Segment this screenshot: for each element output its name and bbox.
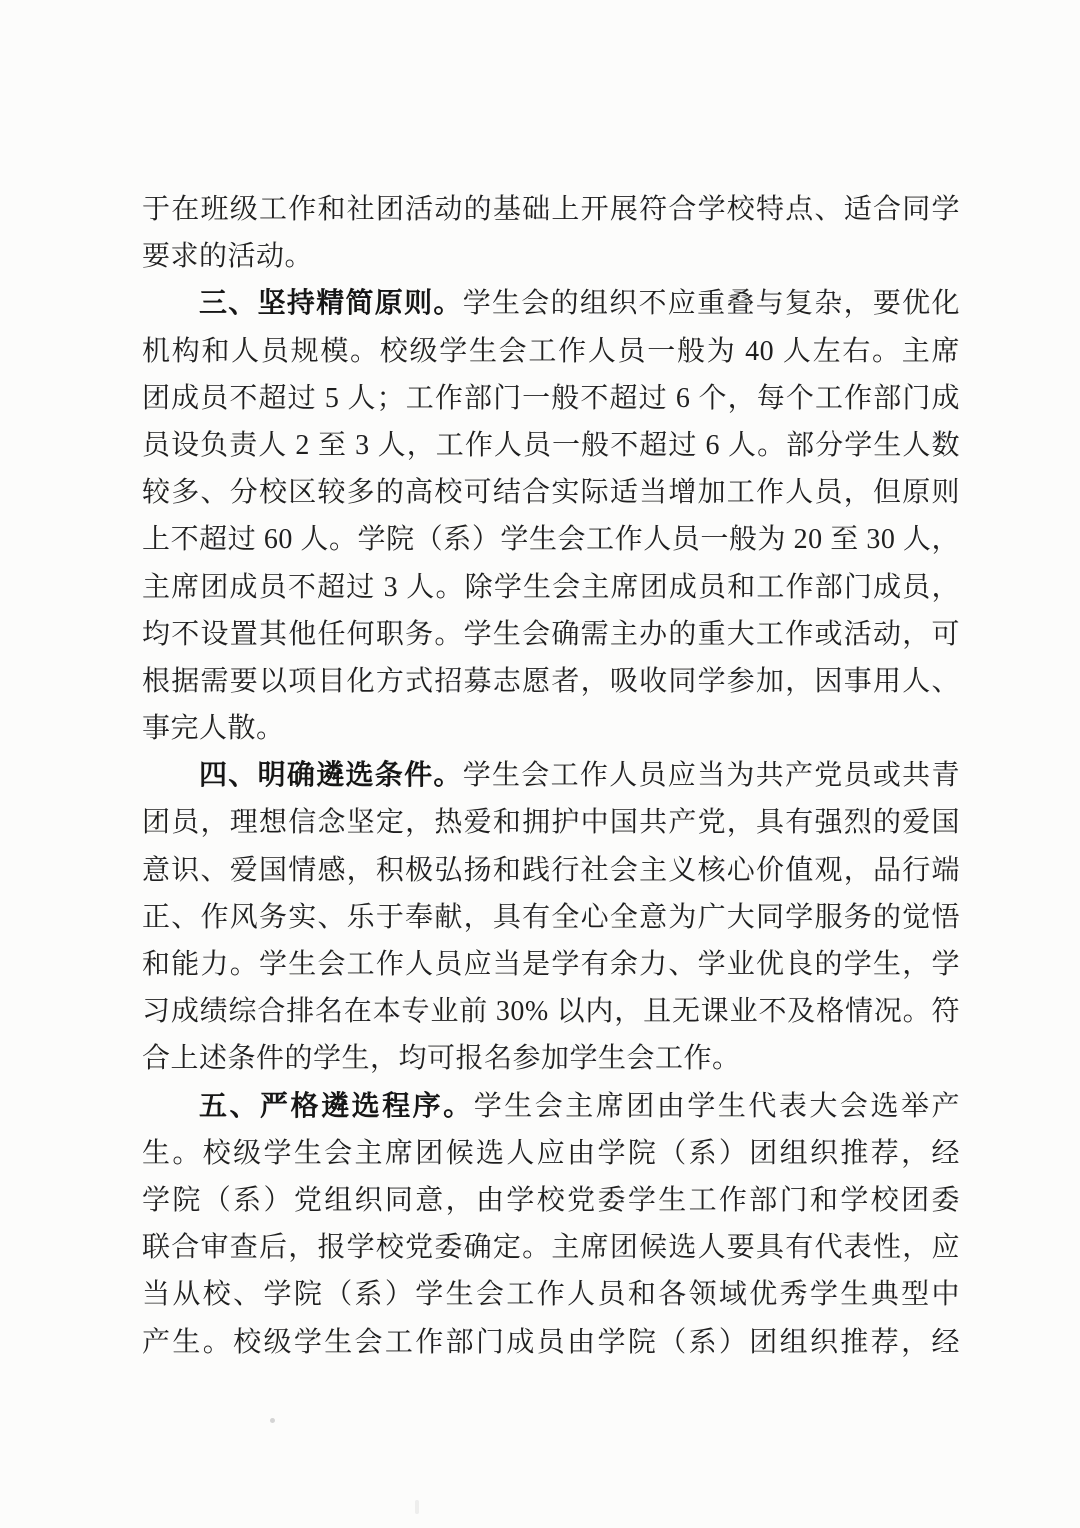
- scan-speck: [270, 1418, 275, 1423]
- document-line: 主席团成员不超过 3 人。除学生会主席团成员和工作部门成员，: [142, 571, 960, 603]
- document-line: [142, 280, 960, 327]
- line-text: 学生会工作人员应当为共产党员或共青: [462, 760, 960, 792]
- section-heading: 四、明确遴选条件。: [199, 760, 463, 792]
- document-body: [142, 186, 960, 1366]
- document-line: 学院（系）党组织同意，由学校党委学生工作部门和学校团委: [142, 1184, 960, 1216]
- document-line: 合上述条件的学生，均可报名参加学生会工作。: [142, 1043, 741, 1075]
- document-line: 上不超过 60 人。学院（系）学生会工作人员一般为 20 至 30 人，: [142, 524, 960, 556]
- document-line: 均不设置其他任何职务。学生会确需主办的重大工作或活动，可: [142, 618, 960, 650]
- document-line: 联合审查后，报学校党委确定。主席团候选人要具有代表性，应: [142, 1232, 960, 1264]
- document-line: 生。校级学生会主席团候选人应由学院（系）团组织推荐，经: [142, 1137, 960, 1169]
- document-line: 要求的活动。: [142, 241, 314, 273]
- document-line: 机构和人员规模。校级学生会工作人员一般为 40 人左右。主席: [142, 335, 960, 367]
- document-line: 员设负责人 2 至 3 人，工作人员一般不超过 6 人。部分学生人数: [142, 429, 960, 461]
- line-text: 学生会的组织不应重叠与复杂，要优化: [462, 288, 960, 320]
- document-line: 于在班级工作和社团活动的基础上开展符合学校特点、适合同学: [142, 194, 960, 225]
- scan-speck: [415, 1500, 419, 1514]
- document-line: 较多、分校区较多的高校可结合实际适当增加工作人员，但原则: [142, 477, 960, 509]
- document-line: 团员，理想信念坚定，热爱和拥护中国共产党，具有强烈的爱国: [142, 807, 960, 839]
- document-line: 习成绩综合排名在本专业前 30% 以内，且无课业不及格情况。符: [142, 996, 960, 1028]
- line-text: 学生会主席团由学生代表大会选举产: [473, 1090, 960, 1122]
- document-line: 产生。校级学生会工作部门成员由学院（系）团组织推荐，经: [142, 1326, 960, 1358]
- section-heading: 五、严格遴选程序。: [199, 1090, 474, 1122]
- document-line: 事完人散。: [142, 713, 285, 745]
- document-line: 当从校、学院（系）学生会工作人员和各领域优秀学生典型中: [142, 1279, 960, 1311]
- document-line: 和能力。学生会工作人员应当是学有余力、学业优良的学生，学: [142, 949, 960, 980]
- document-line: 意识、爱国情感，积极弘扬和践行社会主义核心价值观，品行端: [142, 854, 960, 886]
- document-line: 正、作风务实、乐于奉献，具有全心全意为广大同学服务的觉悟: [142, 901, 960, 933]
- document-line: 根据需要以项目化方式招募志愿者，吸收同学参加，因事用人、: [142, 665, 960, 697]
- document-line: [142, 1083, 960, 1130]
- document-line: [142, 752, 960, 799]
- document-line: 团成员不超过 5 人；工作部门一般不超过 6 个，每个工作部门成: [142, 382, 960, 414]
- section-heading: 三、坚持精简原则。: [199, 288, 463, 320]
